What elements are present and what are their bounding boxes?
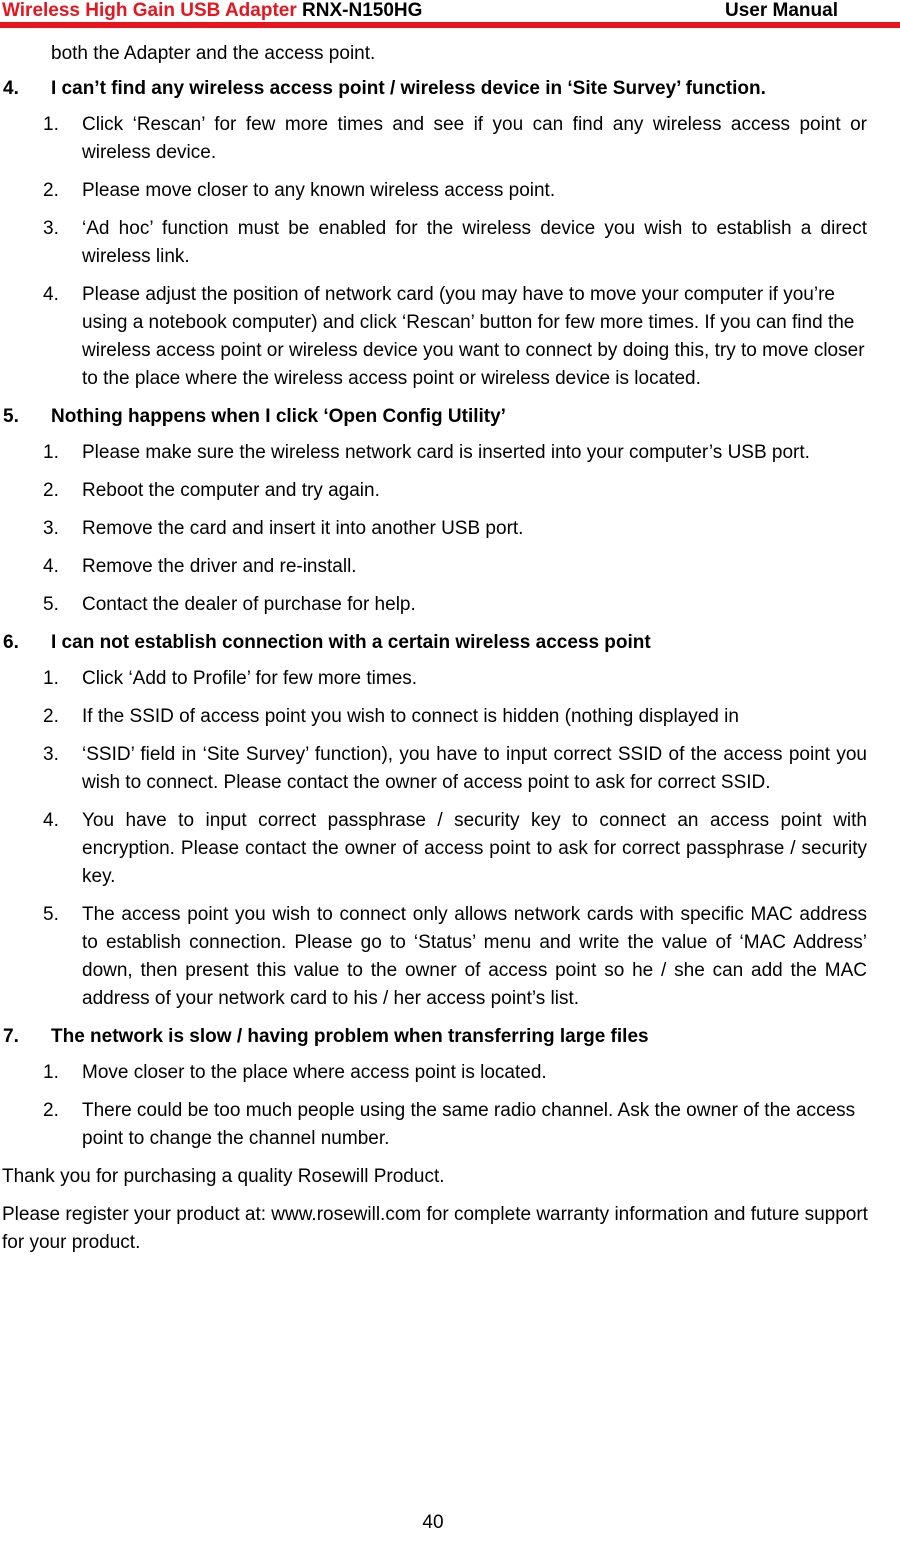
list-item-number: 1. bbox=[43, 114, 59, 135]
list-item-number: 2. bbox=[43, 1100, 59, 1121]
list-item-text: There could be too much people using the same radio channel. Ask the owner of the access point to change the channel number. bbox=[82, 1100, 856, 1149]
continued-paragraph: both the Adapter and the access point. bbox=[51, 43, 376, 64]
list-item-text: Reboot the computer and try again. bbox=[82, 480, 380, 501]
list-item bbox=[0, 665, 867, 693]
list-item-number: 1. bbox=[43, 1062, 59, 1083]
list-item-text: Please move closer to any known wireless access point. bbox=[82, 180, 556, 201]
list-item-number: 4. bbox=[43, 810, 59, 831]
list-item-number: 1. bbox=[43, 442, 59, 463]
list-item-number: 2. bbox=[43, 480, 59, 501]
closing-thanks: Thank you for purchasing a quality Rosewill Product. bbox=[2, 1166, 445, 1187]
section-heading bbox=[0, 1023, 900, 1051]
list-item bbox=[0, 591, 867, 619]
list-item bbox=[0, 111, 867, 167]
section-number: 6. bbox=[3, 632, 19, 653]
header-manual-label: User Manual bbox=[725, 0, 838, 21]
section-title: I can not establish connection with a certain wireless access point bbox=[51, 632, 651, 653]
list-item bbox=[0, 901, 867, 1013]
list-item-text: Click ‘Add to Profile’ for few more times. bbox=[82, 668, 418, 689]
list-item bbox=[0, 477, 867, 505]
list-item-number: 4. bbox=[43, 556, 59, 577]
list-item bbox=[0, 177, 867, 205]
list-item-text: ‘Ad hoc’ function must be enabled for the wireless device you wish to establish a direct wireless link. bbox=[82, 218, 867, 267]
section-heading bbox=[0, 629, 900, 657]
section-title: I can’t find any wireless access point / wireless device in ‘Site Survey’ function. bbox=[51, 78, 766, 99]
list-item bbox=[0, 1059, 867, 1087]
list-item-text: Click ‘Rescan’ for few more times and see if you can find any wireless access point or wireless device. bbox=[82, 114, 867, 163]
header-divider bbox=[0, 22, 900, 28]
section-number: 7. bbox=[3, 1026, 19, 1047]
list-item bbox=[0, 439, 867, 467]
page-header bbox=[0, 0, 900, 28]
list-item bbox=[0, 703, 867, 731]
list-item-number: 3. bbox=[43, 218, 59, 239]
document-body bbox=[0, 40, 900, 1267]
list-item-number: 1. bbox=[43, 668, 59, 689]
list-item-text: Contact the dealer of purchase for help. bbox=[82, 594, 416, 615]
list-item-text: You have to input correct passphrase / security key to connect an access point with encryption. Please contact the owner of access point to ask for correct passphrase / security key. bbox=[82, 810, 867, 887]
list-item-number: 5. bbox=[43, 594, 59, 615]
list-item-text: Remove the card and insert it into another USB port. bbox=[82, 518, 524, 539]
list-item-number: 4. bbox=[43, 284, 59, 305]
section-number: 4. bbox=[3, 78, 19, 99]
list-item bbox=[0, 215, 867, 271]
list-item bbox=[0, 553, 867, 581]
section-number: 5. bbox=[3, 406, 19, 427]
list-item-number: 2. bbox=[43, 706, 59, 727]
list-item-number: 3. bbox=[43, 744, 59, 765]
header-product-name: Wireless High Gain USB Adapter bbox=[2, 0, 297, 21]
section-title: The network is slow / having problem when transferring large files bbox=[51, 1026, 649, 1047]
list-item bbox=[0, 281, 867, 393]
list-item-number: 5. bbox=[43, 904, 59, 925]
list-item-text: Please adjust the position of network card (you may have to move your computer if you’re using a notebook computer) and click ‘Rescan’ button for few more times. If you can find the wireless access point or wireless device you want to connect by doing this, try to move closer to the place where the wireless access point or wireless device is located. bbox=[82, 284, 865, 389]
list-item bbox=[0, 807, 867, 891]
list-item-number: 3. bbox=[43, 518, 59, 539]
list-item-text: Move closer to the place where access point is located. bbox=[82, 1062, 547, 1083]
list-item bbox=[0, 1097, 867, 1153]
section-heading bbox=[0, 75, 900, 103]
list-item-text: Remove the driver and re-install. bbox=[82, 556, 357, 577]
section-heading bbox=[0, 403, 900, 431]
list-item-number: 2. bbox=[43, 180, 59, 201]
closing-register: Please register your product at: www.rosewill.com for complete warranty information and future support for your product. bbox=[2, 1204, 868, 1253]
page-number: 40 bbox=[422, 1512, 444, 1533]
section-title: Nothing happens when I click ‘Open Config Utility’ bbox=[51, 406, 506, 427]
list-item-text: Please make sure the wireless network card is inserted into your computer’s USB port. bbox=[82, 442, 810, 463]
list-item-text: The access point you wish to connect only allows network cards with specific MAC address to establish connection. Please go to ‘Status’ menu and write the value of ‘MAC Address’ down, then present this value to the owner of access point so he / she can add the MAC address of your network card to his / her access point’s list. bbox=[82, 904, 867, 1009]
list-item bbox=[0, 741, 867, 797]
header-model: RNX-N150HG bbox=[302, 0, 423, 21]
list-item-text: ‘SSID’ field in ‘Site Survey’ function), you have to input correct SSID of the access point you wish to connect. Please contact the owner of access point to ask for correct SSID. bbox=[82, 744, 867, 793]
list-item bbox=[0, 515, 867, 543]
list-item-text: If the SSID of access point you wish to connect is hidden (nothing displayed in bbox=[82, 706, 739, 727]
header-product-title bbox=[2, 0, 422, 22]
